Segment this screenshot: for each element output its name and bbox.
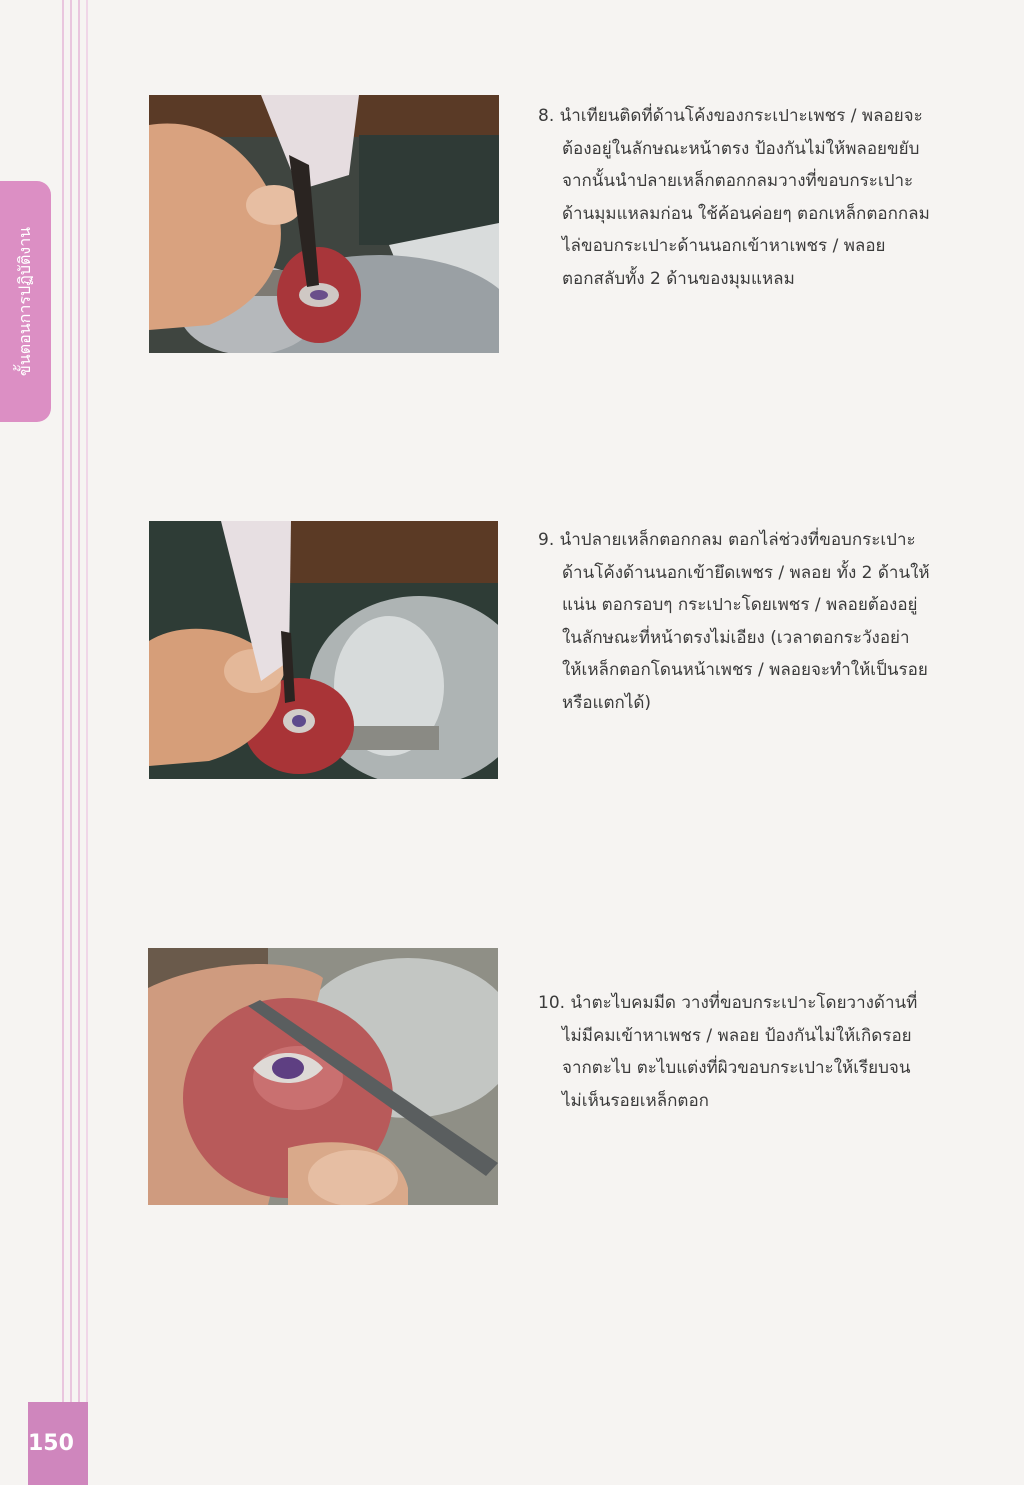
step-9-text (538, 524, 960, 719)
page-number: 150 (28, 1431, 74, 1456)
step-9-line: ด้านโค้งด้านนอกเข้ายึดเพชร / พลอย ทั้ง 2 ด้านให้ (562, 562, 930, 583)
step-10-line: ไม่เห็นรอยเหล็กตอก (562, 1090, 709, 1111)
step-8-line: ด้านมุมแหลมก่อน ใช้ค้อนค่อยๆ ตอกเหล็กตอกกลม (562, 203, 930, 224)
step-10-line: ไม่มีคมเข้าหาเพชร / พลอย ป้องกันไม่ให้เกิดรอย (562, 1025, 912, 1046)
step-9-line: แน่น ตอกรอบๆ กระเปาะโดยเพชร / พลอยต้องอยู่ (562, 595, 918, 615)
step-10-line: 10. นำตะไบคมมีด วางที่ขอบกระเปาะโดยวางด้านที่ (538, 993, 918, 1013)
step-9-line: ให้เหล็กตอกโดนหน้าเพชร / พลอยจะทำให้เป็นรอย (562, 660, 928, 680)
step-9-line: หรือแตกได้) (562, 692, 652, 713)
page-edge-stripe (70, 0, 72, 1485)
step-8-line: ไล่ขอบกระเปาะด้านนอกเข้าหาเพชร / พลอย (562, 236, 886, 256)
step-10-line: จากตะไบ ตะไบแต่งที่ผิวขอบกระเปาะให้เรียบจน (562, 1058, 911, 1078)
page-edge-stripe (78, 0, 80, 1485)
step-8-line: ตอกสลับทั้ง 2 ด้านของมุมแหลม (562, 268, 795, 289)
step-8-text (538, 100, 960, 295)
chapter-side-tab (0, 181, 51, 422)
step-8-line: จากนั้นนำปลายเหล็กตอกกลมวางที่ขอบกระเปาะ (562, 171, 914, 191)
step-9-photo (149, 521, 498, 779)
page-edge-stripe (62, 0, 64, 1485)
step-9-line: ในลักษณะที่หน้าตรงไม่เอียง (เวลาตอกระวังอย่า (562, 627, 910, 648)
step-10-text (538, 987, 960, 1117)
step-8-line: 8. นำเทียนติดที่ด้านโค้งของกระเปาะเพชร / พลอยจะ (538, 106, 923, 126)
step-10-photo (148, 948, 498, 1205)
page-edge-stripe (86, 0, 88, 1485)
chapter-side-tab-label: ขั้นตอนการปฏิบัติงาน (15, 226, 35, 377)
step-8-line: ต้องอยู่ในลักษณะหน้าตรง ป้องกันไม่ให้พลอยขยับ (562, 138, 920, 159)
step-8-photo (149, 95, 499, 353)
step-9-line: 9. นำปลายเหล็กตอกกลม ตอกไล่ช่วงที่ขอบกระเปาะ (538, 530, 916, 550)
